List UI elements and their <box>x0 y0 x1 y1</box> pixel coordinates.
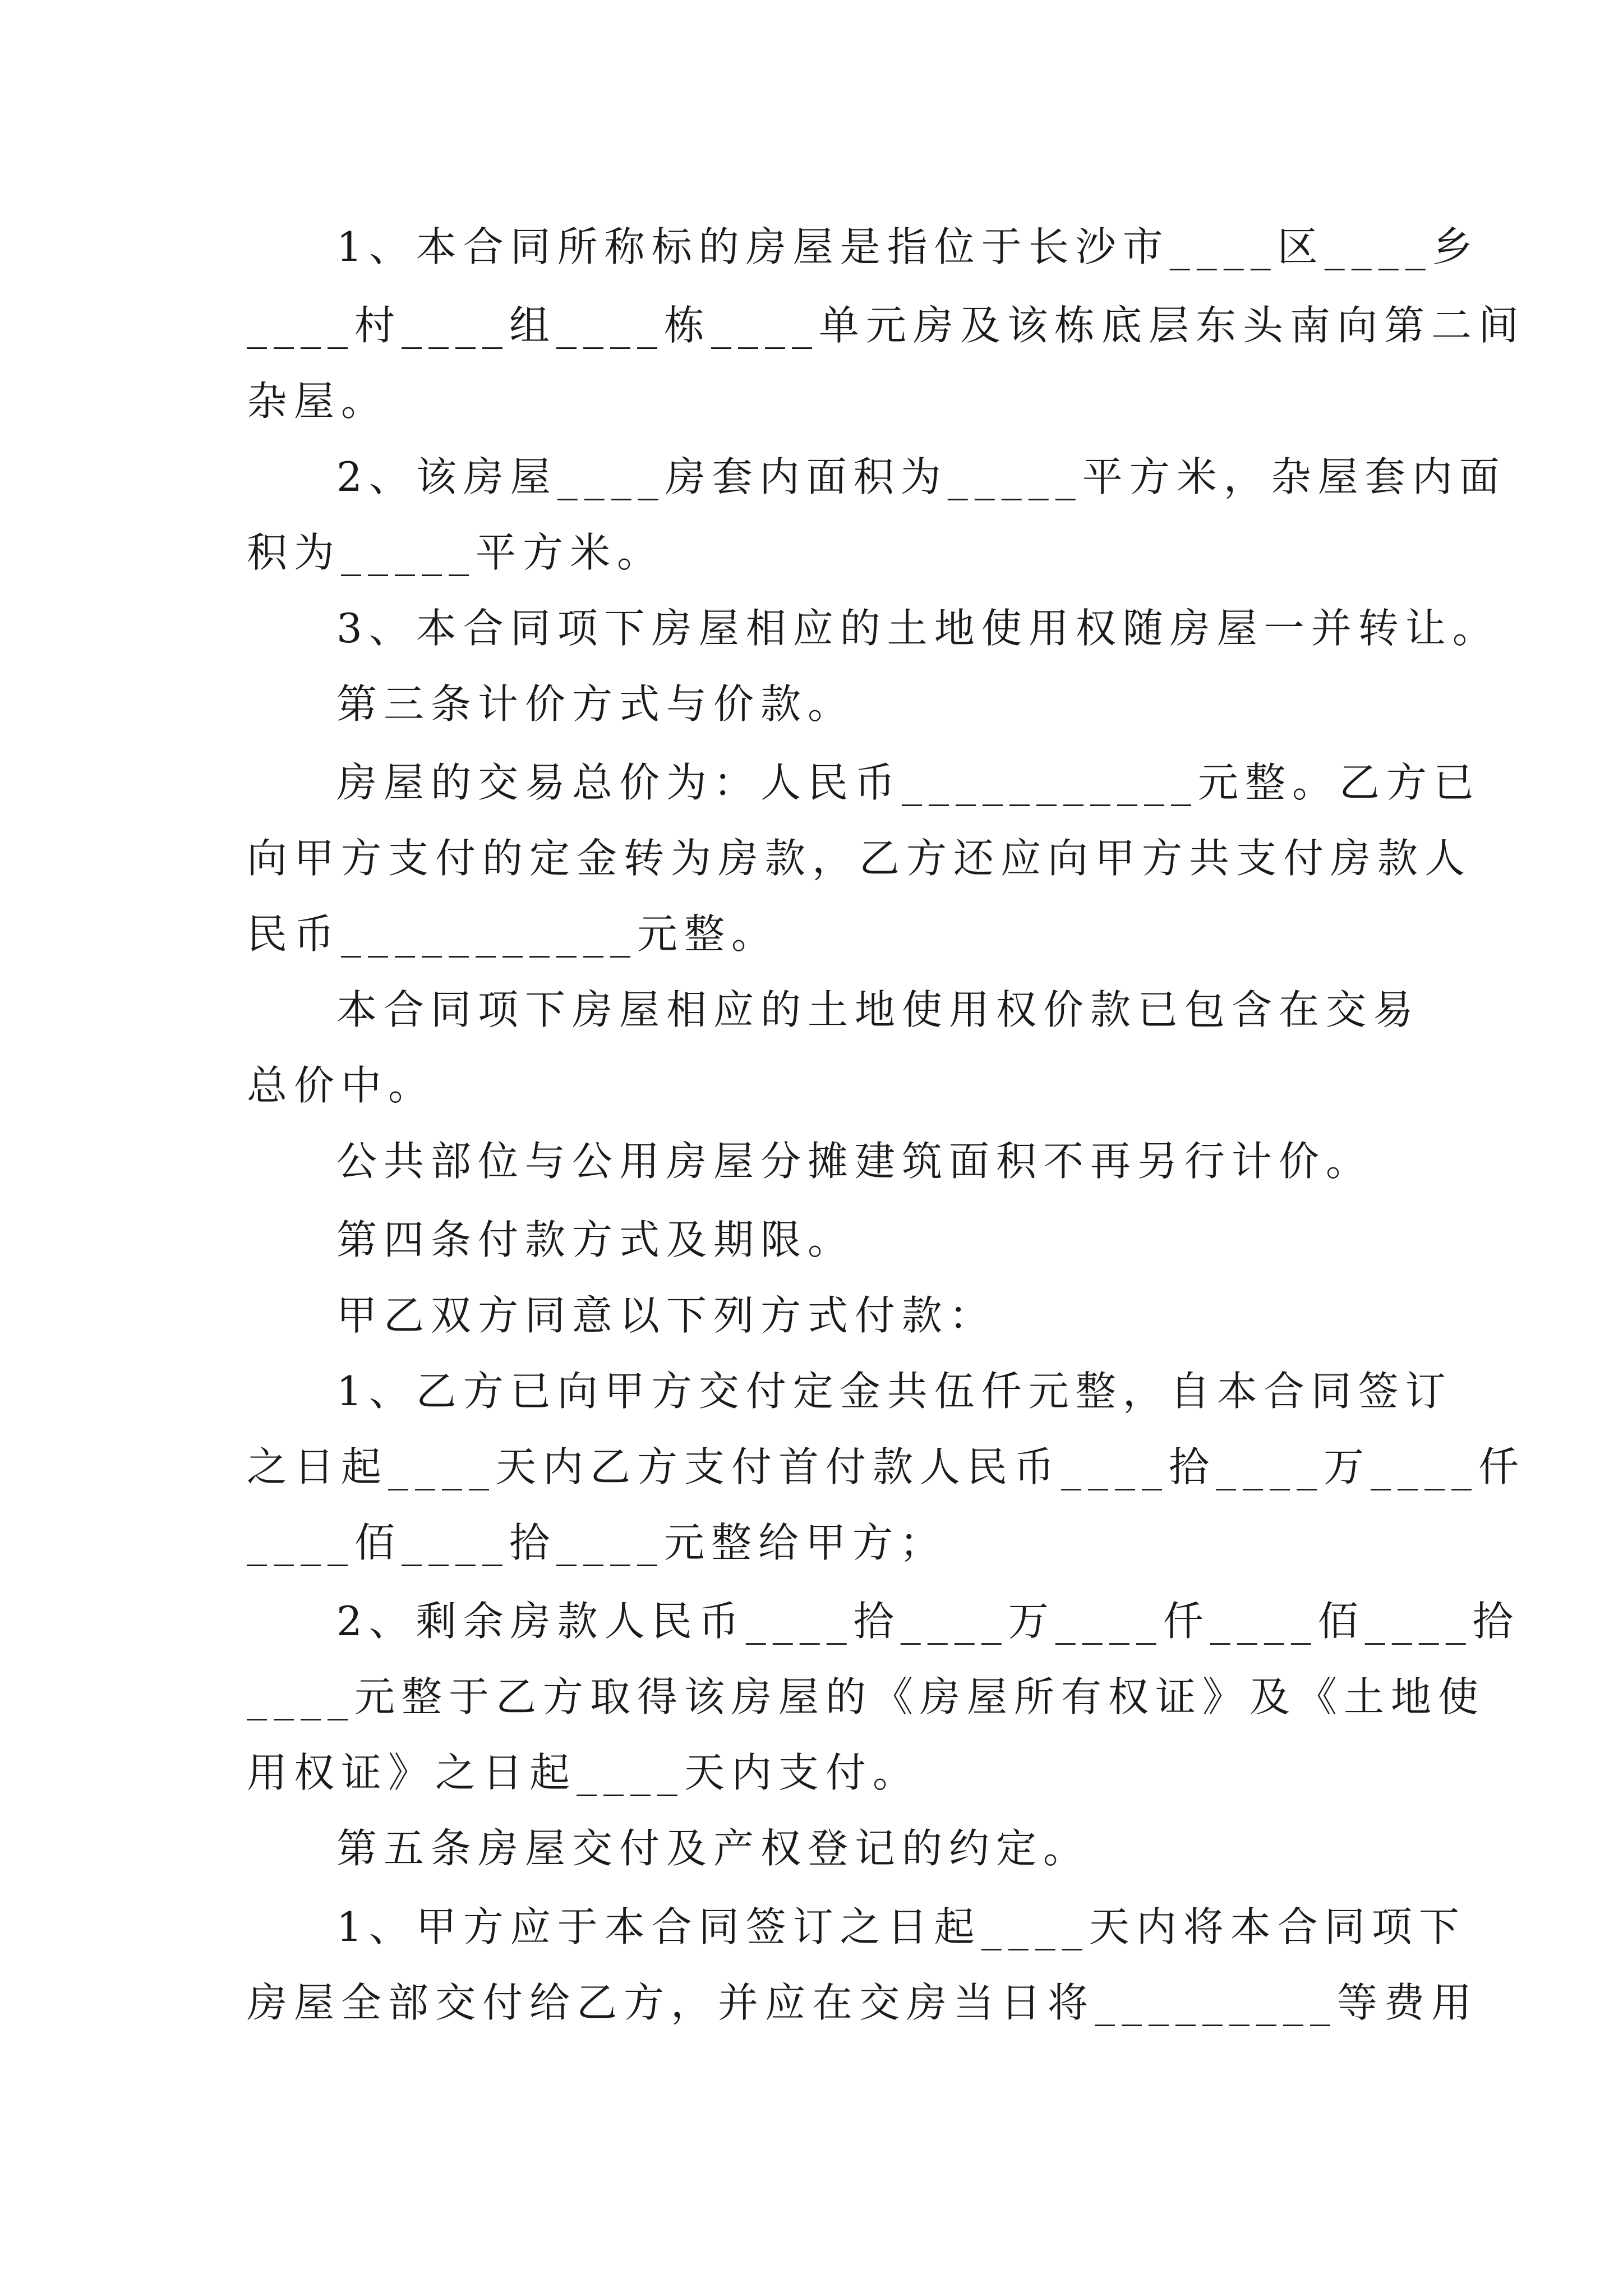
paragraph-line: 杂屋。 <box>247 378 389 425</box>
paragraph-line: 公共部位与公用房屋分摊建筑面积不再另行计价。 <box>336 1138 1373 1185</box>
paragraph-line: ____佰____拾____元整给甲方； <box>247 1519 947 1566</box>
paragraph-line: 用权证》之日起____天内支付。 <box>247 1749 920 1796</box>
paragraph-line: ____村____组____栋____单元房及该栋底层东头南向第二间 <box>247 302 1526 349</box>
paragraph-line: 3、本合同项下房屋相应的土地使用权随房屋一并转让。 <box>336 605 1500 652</box>
paragraph-line: 甲乙双方同意以下列方式付款： <box>336 1292 997 1339</box>
paragraph-line: 向甲方支付的定金转为房款，乙方还应向甲方共支付房款人 <box>247 835 1472 882</box>
paragraph-line: ____元整于乙方取得该房屋的《房屋所有权证》及《土地使 <box>247 1673 1486 1720</box>
paragraph-line: 之日起____天内乙方支付首付款人民币____拾____万____仟 <box>247 1443 1526 1490</box>
paragraph-line: 房屋的交易总价为：人民币___________元整。乙方已 <box>336 759 1481 806</box>
section-heading: 第四条付款方式及期限。 <box>336 1216 855 1263</box>
paragraph-line: 1、本合同所称标的房屋是指位于长沙市____区____乡 <box>336 223 1479 270</box>
paragraph-line: 总价中。 <box>247 1062 436 1109</box>
section-heading: 第三条计价方式与价款。 <box>336 680 855 728</box>
paragraph-line: 民币___________元整。 <box>247 910 779 958</box>
section-heading: 第五条房屋交付及产权登记的约定。 <box>336 1825 1091 1872</box>
paragraph-line: 积为_____平方米。 <box>247 529 665 576</box>
paragraph-line: 房屋全部交付给乙方，并应在交房当日将_________等费用 <box>247 1979 1479 2026</box>
paragraph-line: 1、乙方已向甲方交付定金共伍仟元整，自本合同签订 <box>336 1368 1453 1415</box>
paragraph-line: 本合同项下房屋相应的土地使用权价款已包含在交易 <box>336 986 1421 1033</box>
paragraph-line: 1、甲方应于本合同签订之日起____天内将本合同项下 <box>336 1903 1466 1950</box>
paragraph-line: 2、剩余房款人民币____拾____万____仟____佰____拾 <box>336 1598 1520 1645</box>
paragraph-line: 2、该房屋____房套内面积为_____平方米，杂屋套内面 <box>336 453 1506 500</box>
